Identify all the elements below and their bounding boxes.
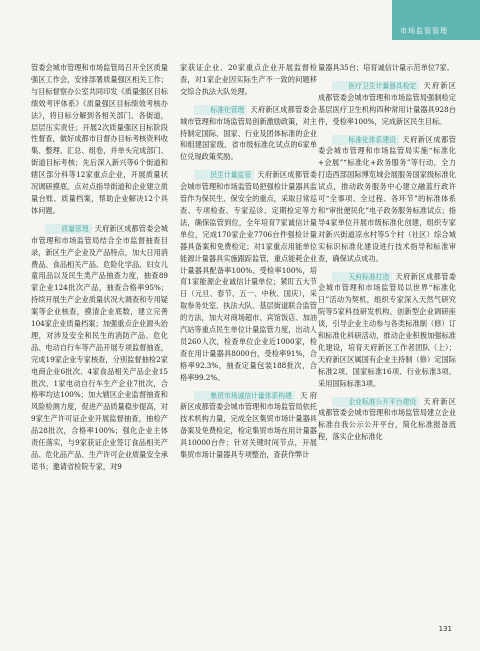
paragraph: 量器具35台；培育诚信计量示范单位7家。 [318, 63, 454, 72]
section-tag: 企业标准公开平台建设 [332, 397, 420, 407]
section-tag: 天府标准打造 [332, 272, 392, 282]
paragraph: 集贸市场诚信计量体系构建 天府新区成都管委会城市管理和市场监管局依托技术机构力量，完成全区集贸市场计量器具备案及免费检定，检定集贸市场在用计量器具10000台件；针对关键时间节点，开展集贸市场计量器具专项整治，查获作弊计 [180, 390, 317, 460]
section-tag: 医疗卫生计量器具检定 [332, 81, 420, 91]
paragraph: 家获证企业、20家重点企业开展监督检查，对1家企业因实际生产不一致的问题移交综合执法大队处理。 [180, 63, 317, 96]
section-header-tab [392, 0, 480, 40]
paragraph: 标准化体系建设 天府新区成都管委会城市管理和市场监管局实施“标准化+会展”“标准化+政务服务”等行动，全力打造西部国际博览城会展服务国家级标准化试点，推动政务服务中心建立融蓝行政许可“全事项、全过程、各环节”的标准体系和“审批便民化”电子政务服务标准试点；指导4家单位开展市级标准化创建，组织专家对新兴街道凉水村等5个村（社区）综合城实标识标准化建设进行技术指导和标准审查，确保试点成功。 [318, 134, 456, 263]
section-tag: 集贸市场诚信计量体系构建 [194, 391, 295, 401]
paragraph: 标准化管理 天府新区成都管委会城市管理和市场监管局创新激励政策，对主持制定国际、国家、行业及团体标准的企业和组建国家级、省市级标准化试点的6家单位兑现政策奖励。 [180, 104, 317, 162]
paragraph: 天府标准打造 天府新区成都管委会城市管理和市场监管局以世界“标准化日”活动为契机，组织专家深入天然气研究院等5家科技研发机构、创新型企业调研座谈，引导企业主动参与各类标准制（修）订和标准化科研活动，推动企业积极加强标准化建设，培育天府新区工作者团队（上）；天府新区区属国有企业主持制（修）定国际标准2项、国家标准16项、行业标准3项、采用国际标准3项。 [318, 271, 456, 388]
text-column-3 [318, 62, 456, 443]
paragraph: 管委会城市管理和市场监管局召开全区质量强区工作会，安排部署质量强区相关工作；与目标督察办公室共同印发《质量强区目标绩效考评体系》《质量强区目标绩效考核办法》，将目标分解到各相关部门、各街道，层层压实责任；开展2次质量强区目标阶段性督查，做好成都市目督办目标考核资料收集、整理、汇总、组卷，并单头完成部门、街道目标考核；先后深入新兴等6个街道和辖区部分科等12家重点企业，开展质量状况调研摸底，点对点指导街道和企业建立质量台账、质量档案，帮助企业解决12个具体问题。 [31, 63, 168, 215]
section-tag: 标准化体系建设 [332, 135, 399, 145]
section-tag: 质量管理 [45, 224, 92, 234]
section-tag: 标准化管理 [194, 105, 248, 115]
paragraph: 质量管理 天府新区成都管委会城市管理和市场监管局结合全市监督抽查目录，新区生产企业及产品特点，加大日用消费品、食品相关产品、危险化学品、妇女儿童用品以及民生类产品抽查力度，抽查89家企业124批次产品，抽查合格率95%；持续开展生产企业质量状况大调查和专用疑案等企业核查，摸清企业底数，建立完善104家企业质量档案；加强重点企业源头治理，对涉及安全和民生的消防产品、危化品、电动自行车等产品开展专项监督抽查，完成19家企业专家核查，分别监督抽检2家电商企业6批次、4家食品相关产品企业15批次、1家电动自行车生产企业7批次，合格率均达100%；加大辖区企业监督抽查和风险检测力度，促进产品质量稳步提高，对9家生产许可证企业开展监督抽查，抽检产品28批次，合格率100%；强化企业主体责任落实，与9家获证企业签订食品相关产品、危化品产品、生产许可企业质量安全承诺书；邀请省检院专家，对9 [31, 223, 168, 471]
page-number: 131 [438, 625, 452, 633]
paragraph: 民生计量监管 天府新区成都管委会城市管理和市场监管局把强检计量器具监管作为保民生、保安全的重点，采取日常巡查、专项检查、专家巡诊、定期检定等方法，确保监管到位，全年培育7家诚信计量单位，完成170家企业7706台件强检计量器具备案和免费检定；对1家重点用能单位能源计量器具实施跟踪监管，重点能耗企业计量器具配备率100%、受检率100%，培育1家能源企业诚信计量单位；紧盯五大节日（元旦、春节、五一、中秋、国庆），采取参务处室、执法大队、基层街道联合监管的方法，加大对商场超市、宾馆饭店、加油汽站等重点民生单位计量监管力度，出动人员260人次，检查单位企业近1000家，检查在用计量器具8000台，受检率91%，合格率92.3%，抽查定量包装188批次，合格率99.2%。 [180, 170, 317, 382]
paragraph: 医疗卫生计量器具检定 天府新区成都管委会城市管理和市场监管局强制检定基层医疗卫生机构四种常用计量器具928台件，受检率100%，完成新区民生目标。 [318, 80, 456, 126]
section-tag: 民生计量监管 [194, 170, 254, 180]
paragraph: 企业标准公开平台建设 天府新区成都管委会城市管理和市场监管局建立企业标准自我公示公开平台，简化标准报备流程，落实企业标准化 [318, 396, 456, 442]
text-column-2 [180, 62, 317, 461]
text-column-1 [31, 62, 168, 473]
section-header-title: 市场监管管理 [400, 27, 448, 35]
